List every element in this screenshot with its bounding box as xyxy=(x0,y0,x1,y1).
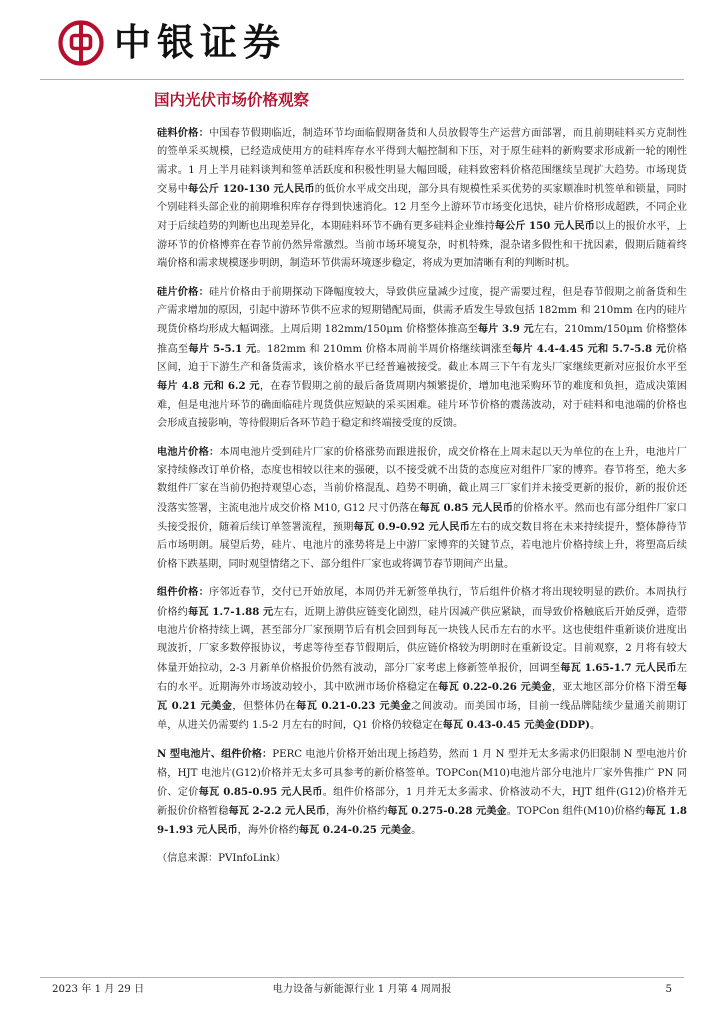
paragraph-text: 的低价水平成交出现，部分具有规模性采买优势的买家顺准时机签单和锁量，同时个别硅料头部企业的前期堆积库存存得到快速消化。12 月至今上游环节市场变化迅快，硅片价格形成超跌，不同企业对于后续趋势的判断也出现差异化，本期硅料环节不确有更多硅料企业维持 xyxy=(157,183,688,233)
paragraph-text: ，海外价格约 xyxy=(237,825,299,837)
info-source: （信息来源：PVInfoLink） xyxy=(157,853,286,865)
bank-of-china-logo-icon xyxy=(58,20,104,66)
paragraph-text: 中国春节假期临近，制造环节均面临假期备货和人员放假等生产运营方面部署，而且前期硅料买方克制性的签单采买规模，已经造成使用方的硅料库存水平得到大幅控制和下压，对于原生硅料的新购要求形成新一轮的刚性需求。1 月上半月硅料谈判和签单活跃度和积极性明显大幅回暖，硅料致密料价格范围继续呈现扩大趋势。市场现货交易中 xyxy=(157,128,687,195)
paragraph-text: 左右，近期上游供应链变化剧烈，硅片因减产供应紧缺，而导致价格触底后开始反弹，造带电池片价格持续上调，甚至部分厂家预期节后有机会回到每瓦一块钱人民币左右的水平。这也使组件重新谈价进度出现波折，厂家多数停报协议，考虑等待至春节假期后，供应链价格较为明朗时在重新设定。目前观察，2 月将有较大体量开始拉动，2-3 月新单价格报价仍然有波动，部分厂家考虑上修新签单报价，回调至 xyxy=(157,606,687,674)
header-divider xyxy=(40,79,684,80)
section-title: 国内光伏市场价格观察 xyxy=(154,91,310,109)
price-highlight: 每瓦 1.7-1.88 元 xyxy=(188,605,274,618)
paragraph-lead: N 型电池片、组件价格： xyxy=(157,748,273,761)
paragraph-lead: 硅片价格： xyxy=(157,285,209,298)
paragraph-lead: 硅料价格： xyxy=(157,127,209,139)
price-highlight: 每瓦 0.43-0.45 元美金(DDP) xyxy=(442,719,590,732)
price-highlight: 每公斤 150 元人民币 xyxy=(494,220,595,233)
price-highlight: 每片 4.4-4.45 元和 5.7-5.8 元 xyxy=(512,342,667,355)
paragraph-lead: 电池片价格： xyxy=(157,445,220,458)
price-highlight: 每瓦 0.275-0.28 元美金 xyxy=(387,805,507,818)
paragraph-text: ，但整体仍在 xyxy=(232,701,297,713)
price-highlight: 每瓦 0.24-0.25 元美金 xyxy=(298,824,412,837)
paragraph-text: 硅片价格由于前期探动下降幅度较大，导致供应量减少过度，提产需要过程，但是春节假期之前备货和生产需求增加的原因，引起中游环节供不应求的短期错配局面，供需矛盾发生导致包括 182mm 和 210mm 在内的硅片现货价格均形成大幅调涨。上周后期 182mm/150μm 价格整体推高至 xyxy=(157,286,687,336)
price-highlight: 每瓦 0.21-0.23 元美金 xyxy=(296,700,412,713)
page-footer xyxy=(0,980,724,1000)
paragraph-wafer xyxy=(157,283,687,433)
paragraph-text: 之间波动。而美国市场，目前一线品牌陆续少量通关前期订单，从进关仍需要约 1.5-2 月左右的时间，Q1 价格仍较稳定在 xyxy=(157,701,688,732)
price-highlight: 每瓦 0.85 元人民币 xyxy=(419,501,513,514)
price-highlight: 每瓦 0.22-0.26 元美金 xyxy=(438,680,552,693)
paragraph-text: 以上的报价水平，上游环节的价格博弈在春节前仍然异常激烈。当前市场环境复杂，时机特殊，混杂诸多假性和干扰因素，假期后随着终端价格和需求规模逐步明朗，制造环节供需环境逐步稳定，将成为更加清晰有利的判断时机。 xyxy=(157,221,687,270)
paragraph-text: 。182mm 和 210mm 价格本周前半周价格继续调涨至 xyxy=(256,343,513,355)
paragraph-text: 序邻近春节，交付已开始放尾，本周仍并无新签单执行，节后组件价格才将出现较明显的跌价。本周执行价格约 xyxy=(157,587,687,618)
paragraph-text: ，亚太地区部分价格下滑至 xyxy=(551,681,677,693)
article-body xyxy=(157,124,687,868)
paragraph-n-type xyxy=(157,745,687,840)
price-highlight: 每瓦 1.89-1.93 元人民币 xyxy=(157,805,688,837)
price-highlight: 每瓦 0.85-0.95 元人民币 xyxy=(198,785,323,798)
paragraph-lead: 组件价格： xyxy=(157,586,209,599)
paragraph-text: 。 xyxy=(589,720,601,732)
paragraph-text: PERC 电池片价格开始出现上扬趋势，然而 1 月 N 型并无太多需求仍旧限制 N 型电池片价格，HJT 电池片(G12)价格并无太多可具参考的新价格签单。TOPCon(M10)电池片部分电池片厂家外售推广 PN 同价、定价 xyxy=(157,749,687,798)
page-number: 5 xyxy=(665,984,672,995)
paragraph-text: ，在春节假期之前的最后备货周期内频繁提价，增加电池采购环节的难度和负担，造成决策困难，但是电池片环节的确面临硅片现货供应短缺的采买困难。硅片环节价格的震荡波动，对于硅料和电池端的价格也会形成直接影响，等待假期后各环节趋于稳定和终端接受度的反馈。 xyxy=(157,381,687,429)
paragraph-text: 。TOPCon 组件(M10)价格约 xyxy=(506,806,646,818)
page-header xyxy=(0,0,724,80)
brand-name: 中银证券 xyxy=(114,21,286,64)
price-highlight: 每瓦 1.65-1.7 元人民币 xyxy=(560,661,677,674)
paragraph-text: 本周电池片受到硅片厂家的价格涨势而跟进报价，成交价格在上周末起以天为单位的在上升，电池片厂家持续修改订单价格，态度也相较以往来的强硬，以不接受就不出货的态度应对组件厂家的博弈。春节将至，绝大多数组件厂家在当前仍抱持观望心态，当前价格混乱、趋势不明确，截止周三厂家们并未接受更新的报价，新的报价还没落实签署，主流电池片成交价格 M10, G12 尺寸仍落在 xyxy=(157,446,687,514)
paragraph-text: 左右的水平。近期海外市场波动较小，其中欧洲市场价格稳定在 xyxy=(157,662,687,693)
paragraph-module xyxy=(157,583,687,735)
paragraph-text: 。 xyxy=(411,825,422,837)
paragraph-text: 。组件价格部分，1 月并无太多需求、价格波动不大，HJT 组件(G12)价格并无新报价价格暂稳 xyxy=(157,786,687,818)
paragraph-text: 左右，210mm/150μm 价格整体推高至 xyxy=(157,324,687,355)
price-highlight: 每公斤 120-130 元人民币 xyxy=(188,182,315,195)
paragraph-text: ，海外价格约 xyxy=(326,806,388,818)
paragraph-text: 的价格水平。然而也有部分组件厂家口头接受报价，随着后续订单签署流程，预期 xyxy=(157,502,687,533)
price-highlight: 每片 4.8 元和 6.2 元 xyxy=(157,380,260,393)
price-highlight: 每片 3.9 元 xyxy=(477,323,534,336)
price-highlight: 每瓦 0.9-0.92 元人民币 xyxy=(353,520,470,533)
price-highlight: 每瓦 2-2.2 元人民币 xyxy=(228,805,327,818)
report-name: 电力设备与新能源行业 1 月第 4 周周报 xyxy=(272,984,452,995)
paragraph-polysilicon xyxy=(157,124,687,273)
price-highlight: 每瓦 0.21 元美金 xyxy=(157,680,688,713)
price-highlight: 每片 5-5.1 元 xyxy=(188,342,257,355)
paragraph-text: 左右的成交数目将在未来持续提升，整体静待节后市场明朗。展望后势，硅片、电池片的涨势将是上中游厂家博弈的关键节点，若电池片价格持续上升，将塑高后续价格下跌基期，同时观望情绪之下、部分组件厂家也或将调节春节期间产出量。 xyxy=(157,521,687,570)
footer-divider xyxy=(40,977,684,978)
paragraph-text: 价格区间，迫于下游生产和备货需求，该价格水平已经普遍被接受。截止本周三下午有龙头厂家继续更新对应报价水平至 xyxy=(157,343,688,374)
paragraph-cell xyxy=(157,443,687,574)
report-date: 2023 年 1 月 29 日 xyxy=(52,984,145,995)
